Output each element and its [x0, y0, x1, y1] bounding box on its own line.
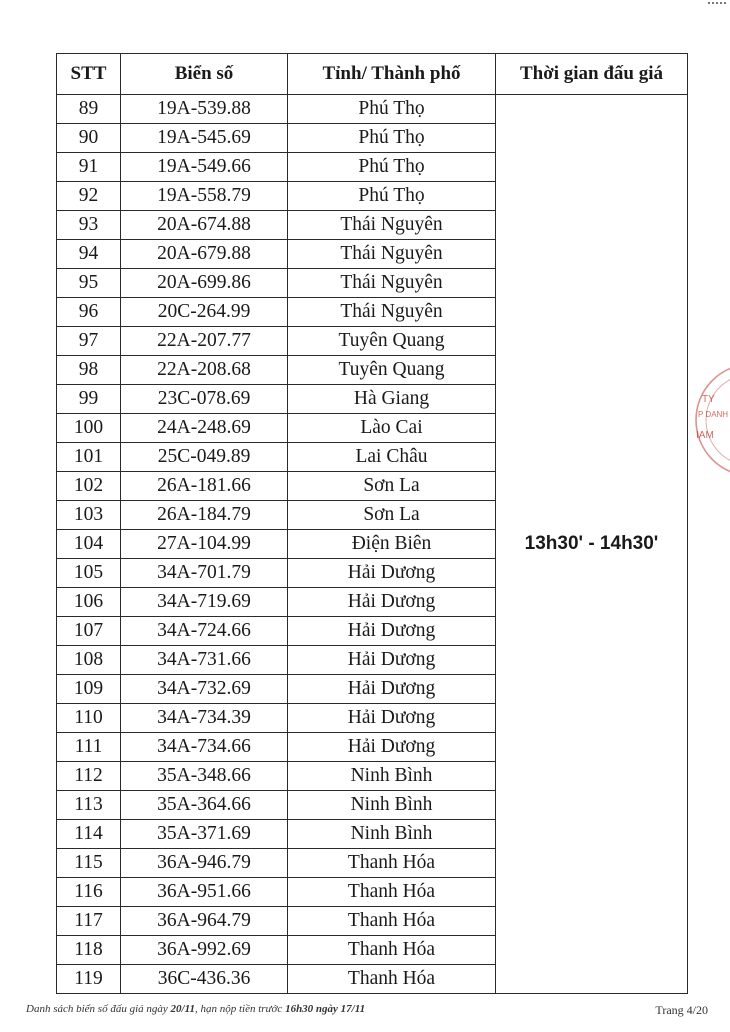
cell-plate: 19A-539.88 [121, 95, 288, 124]
stamp-inner-ring [706, 374, 730, 466]
cell-stt: 100 [57, 414, 121, 443]
corner-mark [708, 2, 726, 14]
footer-note-prefix: Danh sách biển số đấu giá ngày [26, 1003, 168, 1015]
cell-stt: 107 [57, 617, 121, 646]
cell-stt: 91 [57, 153, 121, 182]
cell-plate: 36A-992.69 [121, 936, 288, 965]
cell-stt: 102 [57, 472, 121, 501]
stamp-text-1: TY [702, 394, 715, 405]
cell-stt: 112 [57, 762, 121, 791]
cell-stt: 97 [57, 327, 121, 356]
cell-stt: 92 [57, 182, 121, 211]
cell-plate: 20C-264.99 [121, 298, 288, 327]
cell-province: Hải Dương [288, 559, 496, 588]
cell-province: Thanh Hóa [288, 878, 496, 907]
cell-stt: 93 [57, 211, 121, 240]
cell-stt: 111 [57, 733, 121, 762]
cell-plate: 22A-207.77 [121, 327, 288, 356]
cell-province: Hải Dương [288, 675, 496, 704]
cell-stt: 117 [57, 907, 121, 936]
cell-stt: 114 [57, 820, 121, 849]
cell-province: Thái Nguyên [288, 269, 496, 298]
stamp-outer-ring [696, 364, 730, 476]
header-row [57, 54, 688, 95]
table-row [57, 95, 688, 124]
red-stamp [694, 350, 730, 490]
cell-plate: 20A-674.88 [121, 211, 288, 240]
cell-stt: 104 [57, 530, 121, 559]
cell-stt: 96 [57, 298, 121, 327]
cell-plate: 35A-348.66 [121, 762, 288, 791]
cell-plate: 34A-731.66 [121, 646, 288, 675]
cell-province: Hà Giang [288, 385, 496, 414]
cell-province: Hải Dương [288, 733, 496, 762]
cell-stt: 119 [57, 965, 121, 994]
cell-province: Tuyên Quang [288, 327, 496, 356]
cell-stt: 110 [57, 704, 121, 733]
cell-stt: 99 [57, 385, 121, 414]
cell-plate: 25C-049.89 [121, 443, 288, 472]
cell-plate: 34A-719.69 [121, 588, 288, 617]
cell-stt: 113 [57, 791, 121, 820]
cell-stt: 94 [57, 240, 121, 269]
cell-stt: 103 [57, 501, 121, 530]
cell-province: Hải Dương [288, 617, 496, 646]
cell-plate: 20A-679.88 [121, 240, 288, 269]
cell-province: Tuyên Quang [288, 356, 496, 385]
cell-plate: 27A-104.99 [121, 530, 288, 559]
cell-plate: 20A-699.86 [121, 269, 288, 298]
cell-province: Thanh Hóa [288, 849, 496, 878]
cell-stt: 109 [57, 675, 121, 704]
cell-plate: 36C-436.36 [121, 965, 288, 994]
cell-province: Sơn La [288, 472, 496, 501]
cell-stt: 105 [57, 559, 121, 588]
cell-plate: 36A-964.79 [121, 907, 288, 936]
cell-province: Phú Thọ [288, 153, 496, 182]
cell-province: Thái Nguyên [288, 240, 496, 269]
cell-province: Thái Nguyên [288, 211, 496, 240]
cell-province: Thái Nguyên [288, 298, 496, 327]
footer-note [26, 1003, 365, 1015]
cell-plate: 36A-946.79 [121, 849, 288, 878]
auction-table [56, 53, 688, 994]
stamp-text-3: IAM [696, 430, 714, 441]
cell-province: Thanh Hóa [288, 907, 496, 936]
cell-province: Phú Thọ [288, 182, 496, 211]
cell-stt: 90 [57, 124, 121, 153]
cell-plate: 19A-549.66 [121, 153, 288, 182]
cell-province: Hải Dương [288, 646, 496, 675]
cell-province: Lào Cai [288, 414, 496, 443]
cell-plate: 35A-371.69 [121, 820, 288, 849]
cell-plate: 34A-701.79 [121, 559, 288, 588]
cell-plate: 23C-078.69 [121, 385, 288, 414]
cell-stt: 101 [57, 443, 121, 472]
cell-plate: 34A-734.66 [121, 733, 288, 762]
footer-deadline: 16h30 ngày 17/11 [285, 1003, 366, 1015]
header-plate: Biển số [121, 54, 288, 95]
cell-stt: 95 [57, 269, 121, 298]
cell-stt: 118 [57, 936, 121, 965]
cell-auction-time: 13h30' - 14h30' [496, 95, 688, 994]
cell-province: Thanh Hóa [288, 936, 496, 965]
cell-province: Điện Biên [288, 530, 496, 559]
cell-plate: 34A-734.39 [121, 704, 288, 733]
cell-stt: 98 [57, 356, 121, 385]
cell-province: Ninh Bình [288, 820, 496, 849]
cell-province: Thanh Hóa [288, 965, 496, 994]
cell-province: Lai Châu [288, 443, 496, 472]
cell-province: Ninh Bình [288, 762, 496, 791]
cell-plate: 26A-184.79 [121, 501, 288, 530]
stamp-text-2: P DANH [698, 410, 729, 419]
cell-province: Hải Dương [288, 704, 496, 733]
header-time: Thời gian đấu giá [496, 54, 688, 95]
page-number: Trang 4/20 [655, 1003, 708, 1017]
cell-plate: 36A-951.66 [121, 878, 288, 907]
header-province: Tỉnh/ Thành phố [288, 54, 496, 95]
cell-province: Phú Thọ [288, 95, 496, 124]
cell-province: Hải Dương [288, 588, 496, 617]
cell-plate: 19A-545.69 [121, 124, 288, 153]
cell-province: Sơn La [288, 501, 496, 530]
footer [26, 1003, 708, 1021]
cell-plate: 19A-558.79 [121, 182, 288, 211]
cell-plate: 34A-732.69 [121, 675, 288, 704]
cell-plate: 22A-208.68 [121, 356, 288, 385]
cell-plate: 26A-181.66 [121, 472, 288, 501]
cell-stt: 108 [57, 646, 121, 675]
cell-plate: 35A-364.66 [121, 791, 288, 820]
cell-plate: 34A-724.66 [121, 617, 288, 646]
cell-stt: 106 [57, 588, 121, 617]
cell-stt: 116 [57, 878, 121, 907]
footer-note-middle: , hạn nộp tiền trước [194, 1003, 283, 1015]
cell-province: Phú Thọ [288, 124, 496, 153]
cell-province: Ninh Bình [288, 791, 496, 820]
cell-stt: 115 [57, 849, 121, 878]
cell-stt: 89 [57, 95, 121, 124]
footer-date: 20/11 [170, 1003, 195, 1015]
header-stt: STT [57, 54, 121, 95]
cell-plate: 24A-248.69 [121, 414, 288, 443]
